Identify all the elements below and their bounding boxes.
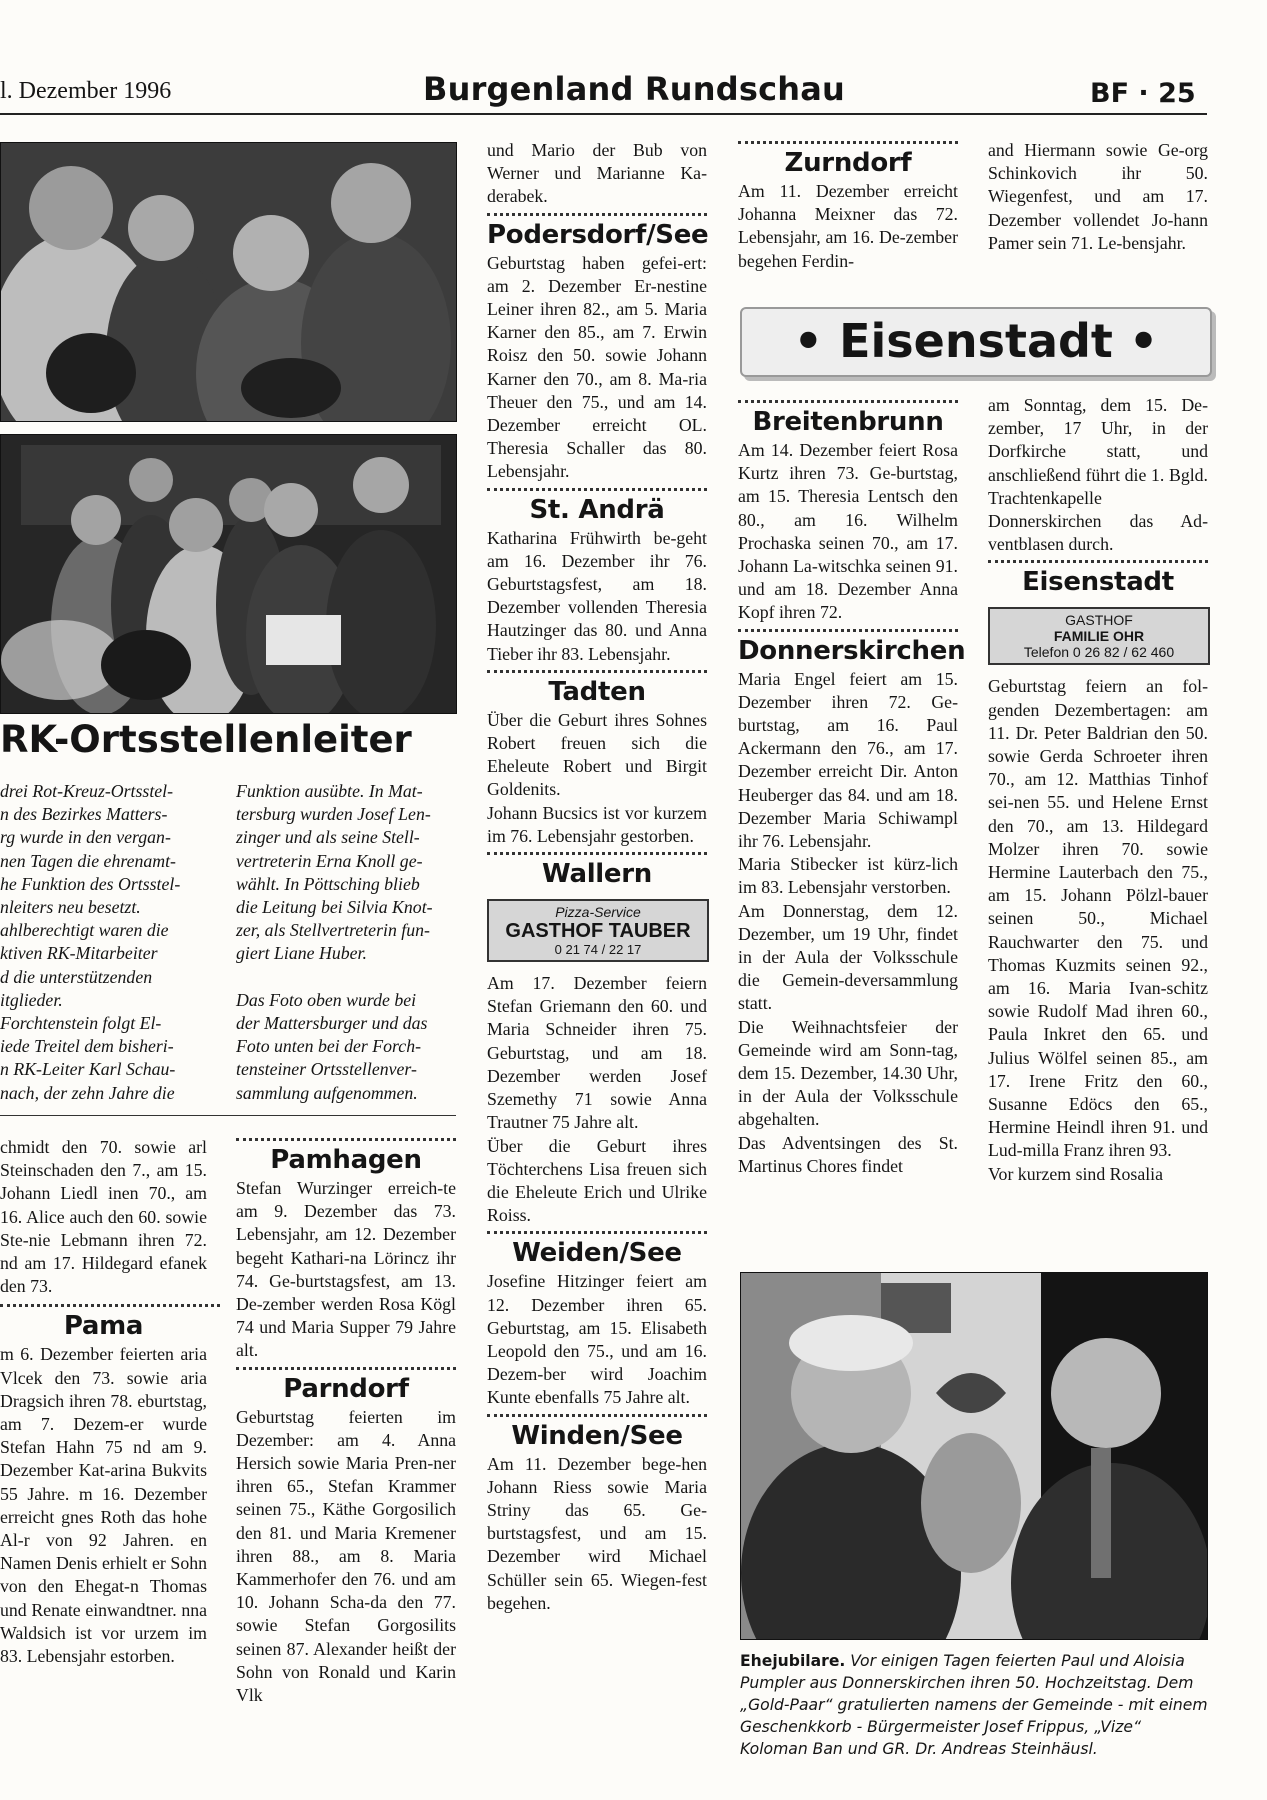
text-donnerskirchen-3: Am Donnerstag, dem 12. Dezember, um 19 Uhr, findet in der Aula der Volksschule die Gemein-deversammlung statt. [738, 900, 958, 1014]
intro-right: Funktion ausübte. In Mat- tersburg wurden Josef Len- zinger und als seine Stell- vertreterin Erna Knoll ge- wählt. In Pöttsching blieb die Leitung bei Silvia Knot- zer, als Stellvertreterin fun- giert Liane Huber. Das Foto oben wurde bei der Mattersburger und das Foto unten bei der Forch- tensteiner Ortsstellenver- sammlung aufgenommen. [236, 781, 433, 1103]
newspaper-title: Burgenland Rundschau [423, 70, 846, 108]
header-rule [0, 113, 1207, 115]
text-continuation: chmidt den 70. sowie arl Steinschaden den 7., am 15. Johann Liedl inen 70., am 16. Alice auch den 60. sowie Ste-nie Lebmann ihren 72. nd am 17. Hildegard efanek den 73. [0, 1137, 207, 1297]
issue-date: l. Dezember 1996 [0, 78, 172, 104]
heading-st-andrae: St. Andrä [529, 494, 665, 525]
photo-forchtenstein [0, 434, 457, 714]
column-1 [0, 1136, 207, 1668]
column-4-top [738, 141, 958, 273]
heading-wallern: Wallern [542, 859, 652, 890]
text-pamhagen: Stefan Wurzinger erreich-te am 9. Dezember das 73. Lebensjahr, am 12. Dezember begeht Kathari-na Lörincz ihr 74. Ge-burtstagsfest, am 13. De-zember werden Rosa Kögl 74 und Maria Supper 79 Jahre alt. [236, 1178, 456, 1361]
text-wallern-1: Am 17. Dezember feiern Stefan Griemann den 60. und Maria Schneider ihren 75. Geburtstag, und am 18. Dezember werden Josef Szemethy 71 sowie Anna Trautner 75 Jahre alt. [487, 973, 707, 1133]
text-parndorf: Geburtstag feierten im Dezember: am 4. Anna Hersich sowie Maria Pren-ner ihren 65., Stefan Krammer seinen 75., Käthe Gorgosilich den 81. und Maria Kremener ihren 88., am 8. Maria Kammerhofer den 76. und am 10. Johann Scha-da den 77. sowie Stefan Gorgosilits seinen 87. Alexander heißt der Sohn von Ronald und Karin Vlk [236, 1406, 456, 1706]
divider-dots [487, 670, 707, 673]
column-5-top [988, 139, 1208, 255]
text-donnerskirchen-2: Maria Stibecker ist kürz-lich im 83. Lebensjahr verstorben. [738, 854, 958, 898]
text-eisenstadt: Geburtstag feiern an fol-genden Dezembertagen: am 11. Dr. Peter Baldrian den 50. sowie Gerda Schroeter ihren 70., am 12. Matthias Tinhof sei-nen 55. und Helene Ernst den 70., am 13. Hildegard Molzer ihren 70. sowie Hermine Lauterbach den 75., am 15. Johann Pölzl-bauer seinen 50., Michael Rauchwarter den 75. und Thomas Kuzmits seinen 92., am 16. Maria Ivan-schitz sowie Rudolf Mad ihren 60., Paula Inkret den 65. und Julius Wölfel seinen 85., am 17. Irene Fritz den 60., Susanne Edöcs den 65., Hermine Heindl ihren 91. und Lud-milla Franz ihren 93. [988, 676, 1208, 1161]
text-tadten-1: Über die Geburt ihres Sohnes Robert freuen sich die Eheleute Robert und Birgit Goldenits. [487, 709, 707, 800]
heading-eisenstadt: Eisenstadt [1022, 567, 1174, 598]
headline-rk-ortsstellenleiter: RK-Ortsstellenleiter [0, 718, 412, 761]
divider-dots [487, 852, 707, 855]
column-5 [988, 394, 1208, 1186]
divider-dots [236, 1367, 456, 1370]
column-3 [487, 139, 707, 1615]
divider-dots [738, 400, 958, 403]
heading-pamhagen: Pamhagen [270, 1145, 422, 1175]
ad-gasthof-tauber: Pizza-Service GASTHOF TAUBER 0 21 74 / 22 17 [487, 899, 709, 962]
ad-gasthof-familie-ohr: GASTHOF FAMILIE OHR Telefon 0 26 82 / 62 460 [988, 607, 1210, 665]
text-wallern-2: Über die Geburt ihres Töchterchens Lisa freuen sich die Eheleute Erich und Ulrike Roiss. [487, 1135, 707, 1226]
column-2 [236, 1138, 456, 1707]
divider-dots [236, 1138, 456, 1141]
caption-lead: Ehejubilare. [740, 1652, 846, 1670]
heading-parndorf: Parndorf [283, 1373, 409, 1404]
text-podersdorf: Geburtstag haben gefei-ert: am 2. Dezember Er-nestine Leiner ihren 82., am 5. Maria Karner den 85., am 7. Erwin Roisz den 50. sowie Johann Karner den 70., am 8. Ma-ria Theuer den 75., und am 14. Dezember erreicht OL. Theresia Schaller das 80. Lebensjahr. [487, 252, 707, 482]
text-donnerskirchen-1: Maria Engel feiert am 15. Dezember ihren 72. Ge-burtstag, am 16. Paul Ackermann den 76., am 17. Dezember erreicht Dir. Anton Heuberger das 84. und am 18. Dezember Maria Schiwampl ihr 76. Lebensjahr. [738, 668, 958, 852]
heading-pama: Pama [63, 1311, 144, 1342]
intro-left: drei Rot-Kreuz-Ortsstel- n des Bezirkes Matters- rg wurde in den vergan- nen Tagen die ehrenamt- he Funktion des Ortsstel- nleiters neu besetzt. ahlberechtigt waren die ktiven RK-Mitarbeiter d die unterstützenden itglieder. Forchtenstein folgt El- iede Treitel dem bisheri- n RK-Leiter Karl Schau- nach, der zehn Jahre die [0, 781, 181, 1103]
page-number: BF · 25 [1090, 78, 1196, 109]
divider-dots [487, 488, 707, 491]
text-pama: m 6. Dezember feierten aria Vlcek den 73. sowie aria Dragsich ihren 78. eburtstag, am 7. Dezem-er wurde Stefan Hahn 75 nd am 9. Dezember Kat-arina Bukvits 55 Jahre. m 16. Dezember erreicht gnes Roth das hohe Al-r von 92 Jahren. en Namen Denis erhielt er Sohn von den Ehegat-n Thomas und Renate einwandtner. nna Waldsich ist vor urzem im 83. Lebensjahr estorben. [0, 1344, 207, 1667]
divider-dots [487, 213, 707, 216]
divider-dots [738, 629, 958, 632]
column-4 [738, 400, 966, 1178]
text-continuation-2: am Sonntag, dem 15. De-zember, 17 Uhr, in der Dorfkirche statt, und anschließend führt die 1. Bgld. Trachtenkapelle Donnerskirchen das Ad-ventblasen durch. [988, 395, 1208, 555]
text-weiden: Josefine Hitzinger feiert am 12. Dezember ihren 65. Geburtstag, am 15. Elisabeth Leopold den 75., und am 16. Dezem-ber wird Joachim Kunte ebenfalls 75 Jahre alt. [487, 1271, 707, 1408]
text-winden: Am 11. Dezember bege-hen Johann Riess sowie Maria Striny das 65. Ge-burtstagsfest, und am 15. Dezember wird Michael Schüller sein 65. Wiegen-fest begehen. [487, 1453, 707, 1613]
text-zurndorf: Am 11. Dezember erreicht Johanna Meixner das 72. Lebensjahr, am 16. De-zember begehen Ferdin- [738, 181, 958, 271]
text-donnerskirchen-5: Das Adventsingen des St. Martinus Chores findet [738, 1132, 958, 1176]
heading-weiden: Weiden/See [512, 1238, 682, 1269]
article-rule [0, 1115, 456, 1116]
text-breitenbrunn: Am 14. Dezember feiert Rosa Kurtz ihren 73. Ge-burtstag, am 15. Theresia Lentsch den 80., am 16. Wilhelm Prochaska seinen 70., am 17. Johann La-witschka seinen 91. und am 18. Dezember Anna Kopf ihren 72. [738, 440, 958, 623]
photo-mattersburg [0, 142, 457, 422]
heading-breitenbrunn: Breitenbrunn [752, 407, 944, 437]
divider-dots [738, 141, 958, 144]
divider-dots [487, 1414, 707, 1417]
text-tadten-2: Johann Bucsics ist vor kurzem im 76. Lebensjahr gestorben. [487, 802, 707, 846]
heading-winden: Winden/See [511, 1420, 683, 1451]
text-st-andrae: Katharina Frühwirth be-geht am 16. Dezember ihr 76. Geburtstagsfest, am 18. Dezember vollenden Theresia Hautzinger das 80. und Anna Tieber ihr 83. Lebensjahr. [487, 527, 707, 664]
divider-dots [988, 560, 1208, 563]
heading-donnerskirchen: Donnerskirchen [738, 635, 966, 666]
section-banner-eisenstadt: • Eisenstadt • [740, 307, 1212, 377]
divider-dots [0, 1304, 220, 1307]
text-continuation: and Hiermann sowie Ge-org Schinkovich ihr 50. Wiegenfest, und am 17. Dezember vollendet Jo-hann Pamer sein 71. Le-bensjahr. [988, 140, 1208, 253]
heading-podersdorf: Podersdorf/See [487, 219, 709, 250]
text-donnerskirchen-4: Die Weihnachtsfeier der Gemeinde wird am Sonn-tag, dem 15. Dezember, 14.30 Uhr, in der Aula der Volksschule abgehalten. [738, 1016, 958, 1130]
text-eisenstadt-2: Vor kurzem sind Rosalia [988, 1163, 1163, 1184]
caption-text: Vor einigen Tagen feierten Paul und Aloisia Pumpler aus Donnerskirchen ihren 50. Hochzeitstag. Dem „Gold-Paar“ gratulierten namens der Gemeinde - mit einem Geschenkkorb - Bürgermeister Josef Frippus, „Vize“ Koloman Ban und GR. Dr. Andreas Steinhäusl. [740, 1652, 1208, 1758]
photo-caption [740, 1650, 1208, 1760]
text-continuation: und Mario der Bub von Werner und Marianne Ka-derabek. [487, 140, 707, 207]
heading-tadten: Tadten [548, 676, 646, 707]
heading-zurndorf: Zurndorf [784, 148, 912, 178]
photo-ehejubilare [740, 1272, 1208, 1640]
divider-dots [487, 1231, 707, 1234]
